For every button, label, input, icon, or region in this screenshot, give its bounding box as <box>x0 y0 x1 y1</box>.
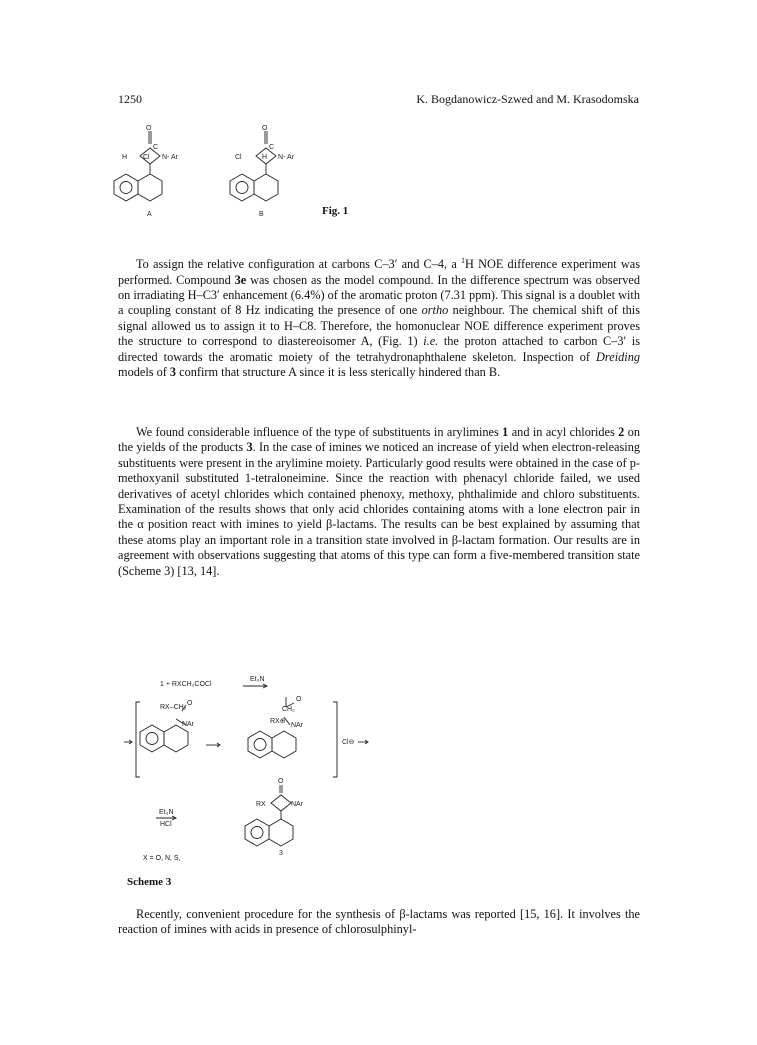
paragraph-substituents: We found considerable influence of the type of substituents in arylimines 1 and in acyl chlorides 2 on the yields of the products 3. In the case of imines we noticed an increase of yield when electron-releasing substituents were present in the arylimine moiety. Particularly good results were obtained in the case of p-methoxyanil substituted 1-tetraloneimine. Since the reaction with phenacyl chloride failed, we used derivatives of acetyl chlorides which contained phenoxy, methoxy, phthalimide and chloro substituents. Examination of the results shows that only acid chlorides containing atoms with a lone electron pair in the α position react with imines to yield β-lactams. The results can be best explained by assuming that these atoms play an important role in a transition state involved in β-lactam formation. Our results are in agreement with observations suggesting that atoms of this type can form a five-membered transition state (Scheme 3) [13, 14]. <box>118 425 640 578</box>
int2-ch2: CH₂ <box>282 706 295 713</box>
structure-a-h: H <box>122 154 128 161</box>
counterion: Cl⊖ <box>342 739 355 746</box>
scheme-footnote: X = O, N, S, <box>143 855 181 862</box>
structure-b <box>230 131 278 201</box>
structure-a <box>114 131 162 201</box>
int2-nar: NAr <box>291 722 304 729</box>
structure-a-cl: Cl <box>143 154 150 161</box>
scheme-reagents: 1 + RXCH₂COCl <box>160 681 212 688</box>
product-rx: RX <box>256 801 266 808</box>
scheme-3-label: Scheme 3 <box>127 876 172 888</box>
int2-rx: RX⊕ <box>270 718 286 725</box>
page-number: 1250 <box>118 92 142 106</box>
scheme-base-top: Et₃N <box>250 676 265 683</box>
paragraph-recent-procedure: Recently, convenient procedure for the synthesis of β-lactams was reported [15, 16]. It involves the reaction of imines with acids in presence of chlorosulphinyl- <box>118 907 640 937</box>
structure-a-n-ar: N- Ar <box>162 154 178 161</box>
int1-nar: NAr <box>182 721 195 728</box>
scheme-base-bottom: Et₃N <box>159 809 174 816</box>
structure-b-caption: B <box>259 211 264 218</box>
scheme-acid-bottom: HCl <box>160 821 172 828</box>
product-nar: NAr <box>291 801 304 808</box>
scheme-3-drawing <box>110 677 410 857</box>
structure-a-caption: A <box>147 211 152 218</box>
running-header-authors: K. Bogdanowicz-Szwed and M. Krasodomska <box>416 92 639 106</box>
int2-oxygen: O <box>296 696 302 703</box>
product-oxygen: O <box>278 778 284 785</box>
product-number: 3 <box>279 850 283 857</box>
int1-oxygen: O <box>187 700 193 707</box>
structure-b-oxygen: O <box>262 125 268 132</box>
figure-1-label: Fig. 1 <box>322 205 349 217</box>
structure-b-n-ar: N- Ar <box>278 154 294 161</box>
structure-b-h: H <box>262 154 268 161</box>
structure-b-cl: Cl <box>235 154 242 161</box>
figure-1 <box>110 118 390 226</box>
scheme-3 <box>110 677 410 872</box>
paragraph-noe: To assign the relative configuration at carbons C–3′ and C–4, a $^1$H NOE difference experiment was performed. Compound 3e was chosen as the model compound. In the difference spectrum was observed on irradiating H–C3′ enhancement (6.4%) of the aromatic proton (7.31 ppm). This signal is a doublet with a coupling constant of 8 Hz indicating the presence of one ortho neighbour. The chemical shift of this signal allowed us to assign it to H–C8. Therefore, the homonuclear NOE difference experiment proves the structure to correspond to diastereoisomer A, (Fig. 1) i.e. the proton attached to carbon C–3′ is directed towards the aromatic moiety of the tetrahydronaphthalene skeleton. Inspection of Dreiding models of 3 confirm that structure A since it is less sterically hindered than B. <box>118 256 640 379</box>
structure-a-carbon: C <box>153 144 159 151</box>
structure-b-carbon: C <box>269 144 275 151</box>
structure-a-oxygen: O <box>146 125 152 132</box>
int1-rxch2: RX–CH₂ <box>160 704 187 711</box>
